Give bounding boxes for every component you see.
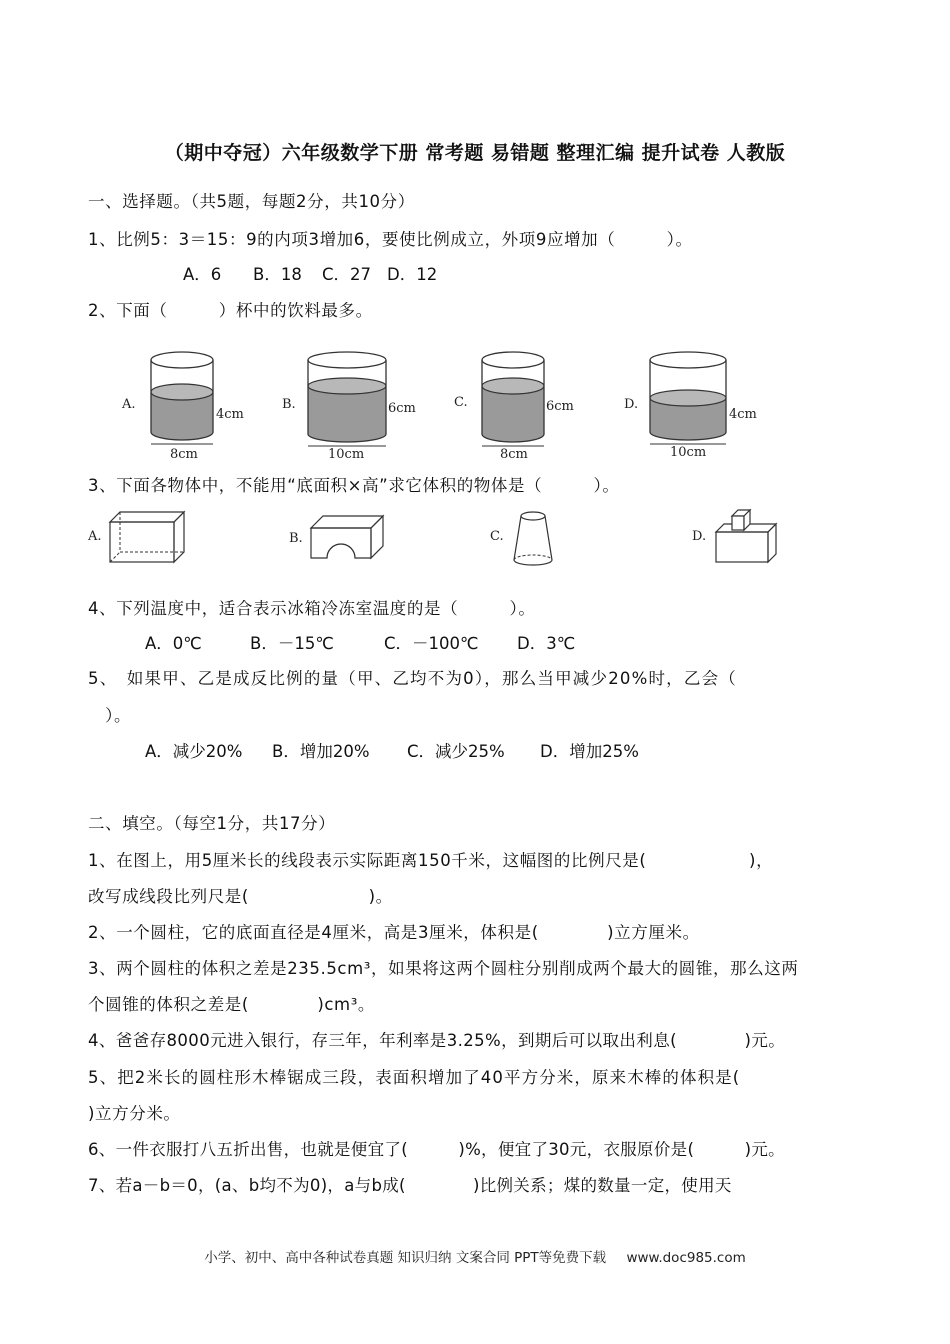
cup-d-height: 4cm xyxy=(729,407,757,422)
cup-a-height: 4cm xyxy=(216,407,244,422)
q1-4-option-b: B．－15℃ xyxy=(250,634,334,653)
q2-1-text-line2: 改写成线段比列尺是( )。 xyxy=(88,887,393,906)
footer-text: 小学、初中、高中各种试卷真题 知识归纳 文案合同 PPT等免费下载 xyxy=(204,1250,607,1266)
q1-5-option-a: A．减少20% xyxy=(145,742,243,761)
q2-3-text-line1: 3、两个圆柱的体积之差是235.5cm³，如果将这两个圆柱分别削成两个最大的圆锥，那么这两 xyxy=(88,959,799,978)
q2-6-text: 6、一件衣服打八五折出售，也就是便宜了( )%，便宜了30元，衣服原价是( )元。 xyxy=(88,1140,785,1159)
solid-figure-b xyxy=(285,510,405,570)
solid-figure-d xyxy=(688,506,788,570)
q2-7-text: 7、若a－b＝0，(a、b均不为0)，a与b成( )比例关系；煤的数量一定，使用天 xyxy=(88,1176,732,1195)
solid-a-label: A. xyxy=(88,529,102,544)
cup-b-diameter: 10cm xyxy=(328,447,365,460)
q1-1-option-c: C．27 xyxy=(322,265,372,284)
q1-1-option-b: B．18 xyxy=(253,265,302,284)
cup-figure-d xyxy=(622,346,772,460)
q1-3-text: 3、下面各物体中，不能用“底面积×高”求它体积的物体是（ ）。 xyxy=(88,476,620,495)
solid-figure-a xyxy=(84,508,194,568)
cup-c-diameter: 8cm xyxy=(500,447,528,460)
q1-5-text-line2: ）。 xyxy=(88,706,132,725)
cup-a-diameter: 8cm xyxy=(170,447,198,460)
q1-5-text-line1: 5、 如果甲、乙是成反比例的量（甲、乙均不为0），那么当甲减少20%时，乙会（ xyxy=(88,669,737,688)
cup-c-height: 6cm xyxy=(546,399,574,414)
q1-2-text: 2、下面（ ）杯中的饮料最多。 xyxy=(88,301,373,320)
section2-heading: 二、填空。（每空1分，共17分） xyxy=(88,814,336,833)
footer xyxy=(0,1246,950,1266)
q1-5-option-c: C．减少25% xyxy=(407,742,505,761)
q1-5-option-b: B．增加20% xyxy=(272,742,370,761)
solid-figure-c xyxy=(486,508,576,572)
cup-figure-b xyxy=(280,346,430,460)
page-title: （期中夺冠）六年级数学下册 常考题 易错题 整理汇编 提升试卷 人教版 xyxy=(164,142,786,164)
q1-4-text: 4、下列温度中，适合表示冰箱冷冻室温度的是（ ）。 xyxy=(88,599,536,618)
q2-2-text: 2、一个圆柱，它的底面直径是4厘米，高是3厘米，体积是( )立方厘米。 xyxy=(88,923,700,942)
solid-b-label: B. xyxy=(289,531,303,546)
cup-b-height: 6cm xyxy=(388,401,416,416)
q1-1-option-a: A．6 xyxy=(183,265,222,284)
q1-5-option-d: D．增加25% xyxy=(540,742,639,761)
cup-figure-c xyxy=(452,346,592,460)
cup-c-label: C. xyxy=(454,395,468,410)
q2-1-text-line1: 1、在图上，用5厘米长的线段表示实际距离150千米，这幅图的比例尺是( )， xyxy=(88,851,774,870)
q1-1-text: 1、比例5：3＝15：9的内项3增加6，要使比例成立，外项9应增加（ ）。 xyxy=(88,230,693,249)
section1-heading: 一、选择题。（共5题，每题2分，共10分） xyxy=(88,192,415,211)
solid-d-label: D. xyxy=(692,529,707,544)
cup-figure-a xyxy=(118,346,258,460)
q2-5-text-line1: 5、把2米长的圆柱形木棒锯成三段，表面积增加了40平方分米，原来木棒的体积是( xyxy=(88,1068,741,1087)
q1-4-option-a: A．0℃ xyxy=(145,634,202,653)
cup-d-diameter: 10cm xyxy=(670,445,707,460)
q1-4-option-d: D．3℃ xyxy=(517,634,576,653)
cup-a-label: A. xyxy=(122,397,136,412)
footer-link[interactable]: www.doc985.com xyxy=(626,1250,746,1266)
cup-b-label: B. xyxy=(282,397,296,412)
q2-4-text: 4、爸爸存8000元进入银行，存三年，年利率是3.25%，到期后可以取出利息( )元。 xyxy=(88,1031,786,1050)
q2-3-text-line2: 个圆锥的体积之差是( )cm³。 xyxy=(88,995,376,1014)
q2-5-text-line2: )立方分米。 xyxy=(88,1104,181,1123)
solid-c-label: C. xyxy=(490,529,504,544)
cup-d-label: D. xyxy=(624,397,639,412)
q1-4-option-c: C．－100℃ xyxy=(384,634,479,653)
q1-1-option-d: D．12 xyxy=(387,265,438,284)
